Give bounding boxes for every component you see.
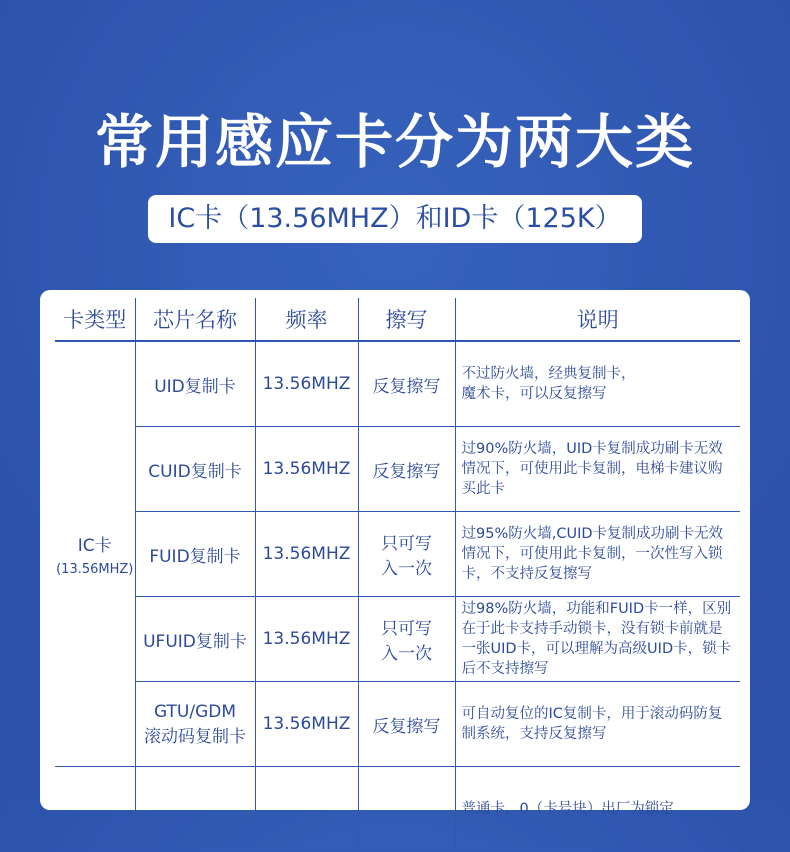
frequency-cell: 13.56MHZ [255,682,358,767]
write-cell: 反复擦写 [358,427,455,512]
frequency-cell [255,767,358,852]
group-frequency: (13.56MHZ) [56,562,134,577]
table-row [55,597,740,682]
description-cell: 可自动复位的IC复制卡，用于滚动码防复制系统，支持反复擦写 [455,682,740,767]
group-cell [55,341,135,767]
chip-name-cell: UID复制卡 [135,341,255,427]
header-card-type: 卡类型 [55,298,135,341]
description-cell: 不过防火墙，经典复制卡， 魔术卡，可以反复擦写 [455,341,740,427]
chip-name-cell: UFUID复制卡 [135,597,255,682]
table-row [55,682,740,767]
header-frequency: 频率 [255,298,358,341]
description-cell: 过98%防火墙，功能和FUID卡一样，区别在于此卡支持手动锁卡，没有锁卡前就是一张UID卡，可以理解为高级UID卡，锁卡后不支持擦写 [455,597,740,682]
comparison-table-card [40,290,750,817]
frequency-cell: 13.56MHZ [255,341,358,427]
header-chip-name: 芯片名称 [135,298,255,341]
frequency-cell: 13.56MHZ [255,597,358,682]
description-cell: 过90%防火墙，UID卡复制成功刷卡无效情况下，可使用此卡复制，电梯卡建议购买此卡 [455,427,740,512]
group-cell [55,767,135,852]
table-row [55,767,740,852]
frequency-cell: 13.56MHZ [255,512,358,597]
write-cell: 反复擦写 [358,682,455,767]
table-row [55,512,740,597]
write-cell: 只可写 入一次 [358,512,455,597]
table-row [55,427,740,512]
chip-name-cell: CUID复制卡 [135,427,255,512]
header-write: 擦写 [358,298,455,341]
chip-name-cell: GTU/GDM 滚动码复制卡 [135,682,255,767]
write-cell: 反复擦写 [358,341,455,427]
write-cell: 只可写 入一次 [358,597,455,682]
subtitle-banner: IC卡（13.56MHZ）和ID卡（125K） [148,195,642,243]
description-cell: 过95%防火墙,CUID卡复制成功刷卡无效情况下，可使用此卡复制，一次性写入锁卡，不支持反复擦写 [455,512,740,597]
card-type-table [55,298,740,852]
group-type: IC卡 [77,536,112,556]
write-cell [358,767,455,852]
chip-name-cell [135,767,255,852]
table-row [55,341,740,427]
frequency-cell: 13.56MHZ [255,427,358,512]
page-title: 常用感应卡分为两大类 [94,108,695,176]
header-description: 说明 [455,298,740,341]
description-cell: 普通卡，0（卡号块）出厂为锁定 [455,767,740,852]
chip-name-cell: FUID复制卡 [135,512,255,597]
